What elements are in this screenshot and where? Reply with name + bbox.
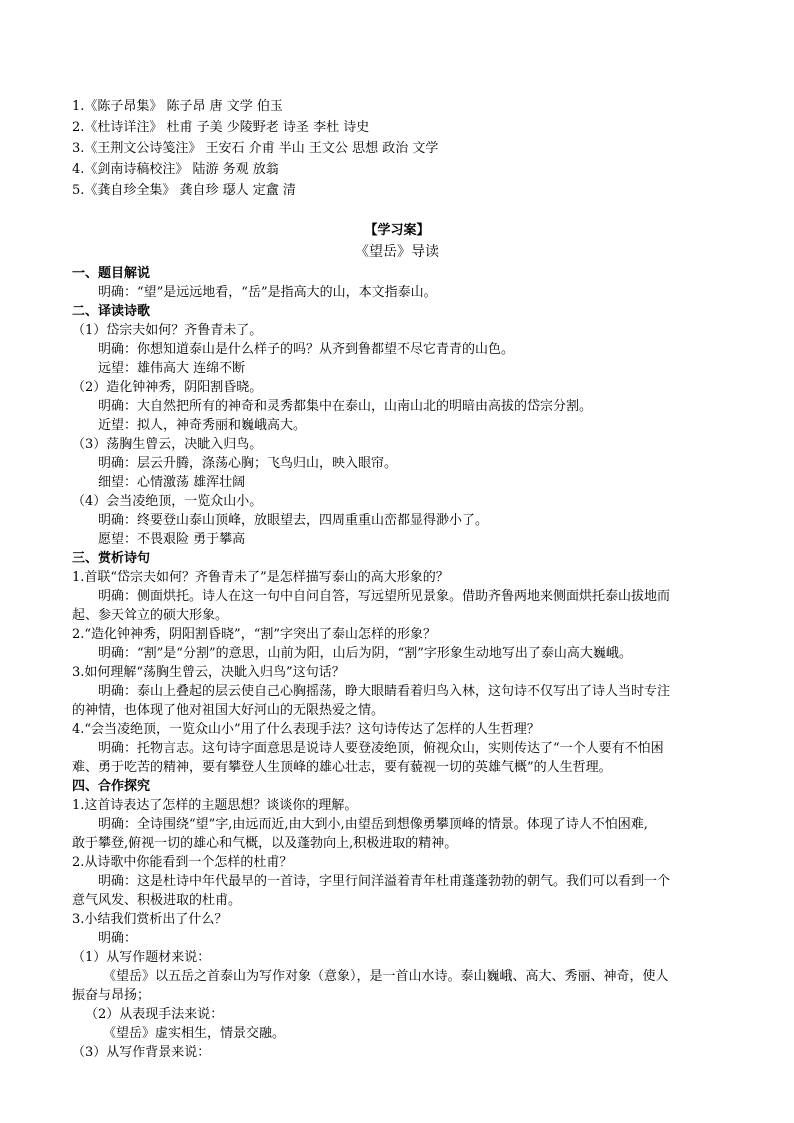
sub-heading: （2）从表现手法来说： [85, 1007, 224, 1022]
answer-text: 明确：大自然把所有的神奇和灵秀都集中在泰山，山南山北的明暗由高拔的岱宗分割。 [98, 399, 593, 414]
poem-line: （1）岱宗夫如何？齐鲁青未了。 [72, 323, 263, 338]
answer-text: 起、参天耸立的硕大形象。 [72, 608, 229, 623]
question-text: 3.小结我们赏析出了什么？ [72, 912, 228, 927]
reference-item: 2.《杜诗详注》 杜甫 子美 少陵野老 诗圣 李杜 诗史 [72, 120, 370, 135]
answer-text: 明确：你想知道泰山是什么样子的吗？从齐到鲁都望不尽它青青的山色。 [98, 342, 515, 357]
view-note: 近望：拟人，神奇秀丽和巍峨高大。 [98, 418, 307, 433]
view-note: 愿望：不畏艰险 勇于攀高 [98, 532, 246, 547]
answer-text: 明确：层云升腾，涤荡心胸；飞鸟归山，映入眼帘。 [98, 456, 398, 471]
answer-text: 明确：托物言志。这句诗字面意思是说诗人要登凌绝顶，俯视众山，实则传达了“一个人要有不怕困 [98, 741, 664, 756]
sub-heading: （1）从写作题材来说： [72, 950, 211, 965]
reference-item: 3.《王荆文公诗笺注》 王安石 介甫 半山 王文公 思想 政治 文学 [72, 141, 439, 156]
poem-line: （2）造化钟神秀，阴阳割昏晓。 [72, 380, 263, 395]
section-heading: 二、译读诗歌 [72, 304, 151, 319]
answer-text: 意气风发、积极进取的杜甫。 [72, 893, 242, 908]
answer-text: 明确：这是杜诗中年代最早的一首诗，字里行间洋溢着青年杜甫蓬蓬勃勃的朝气。我们可以看到一个 [98, 874, 671, 889]
poem-line: （4）会当凌绝顶，一览众山小。 [72, 494, 263, 509]
page-title: 《望岳》导读 [355, 244, 439, 260]
view-note: 远望：雄伟高大 连绵不断 [98, 361, 246, 376]
answer-text: 难、勇于吃苦的精神，要有攀登人生顶峰的雄心壮志，要有藐视一切的英雄气概”的人生哲理。 [72, 760, 612, 775]
question-text: 3.如何理解“荡胸生曾云，决眦入归鸟”这句话？ [72, 665, 345, 680]
poem-line: （3）荡胸生曾云，决眦入归鸟。 [72, 437, 263, 452]
section-heading: 四、合作探究 [72, 779, 151, 794]
answer-text: 《望岳》虚实相生，情景交融。 [103, 1026, 286, 1041]
question-text: 2.从诗歌中你能看到一个怎样的杜甫？ [72, 855, 293, 870]
reference-item: 4.《剑南诗稿校注》 陆游 务观 放翁 [72, 162, 279, 177]
answer-text: 的神情，也体现了他对祖国大好河山的无限热爱之情。 [72, 703, 385, 718]
section-heading: 一、题目解说 [72, 266, 151, 281]
section-header: 【学习案】 [364, 223, 430, 238]
question-text: 1.首联“岱宗夫如何？齐鲁青未了”是怎样描写泰山的高大形象的？ [72, 570, 449, 585]
reference-item: 1.《陈子昂集》 陈子昂 唐 文学 伯玉 [72, 99, 283, 114]
answer-text: 明确：“割”是“分割”的意思，山前为阳，山后为阴，“割”字形象生动地写出了泰山高大巍峨。 [98, 646, 632, 661]
answer-text: 振奋与昂扬； [72, 988, 151, 1003]
section-heading: 三、赏析诗句 [72, 551, 151, 566]
question-text: 2.“造化钟神秀，阴阳割昏晓”，“割”字突出了泰山怎样的形象？ [72, 627, 436, 642]
answer-text: 敢于攀登,俯视一切的雄心和气概，以及蓬勃向上,积极进取的精神。 [72, 836, 458, 851]
sub-heading: （3）从写作背景来说： [72, 1045, 211, 1060]
reference-item: 5.《龚自珍全集》 龚自珍 璱人 定盦 清 [72, 183, 296, 198]
answer-text: 明确：全诗围绕“望”字,由远而近,由大到小,由望岳到想像勇攀顶峰的情景。体现了诗人不怕困难, [98, 817, 648, 832]
answer-text: 明确：泰山上叠起的层云使自己心胸摇荡，睁大眼睛看着归鸟入林，这句诗不仅写出了诗人当时专注 [98, 684, 671, 699]
answer-text: 明确：侧面烘托。诗人在这一句中自问自答，写远望所见景象。借助齐鲁两地来侧面烘托泰山拔地而 [98, 589, 671, 604]
answer-text: 《望岳》以五岳之首泰山为写作对象（意象），是一首山水诗。泰山巍峨、高大、秀丽、神奇，使人 [103, 969, 669, 984]
answer-text: 明确：“望”是远远地看，“岳”是指高大的山，本文指泰山。 [98, 285, 437, 300]
answer-text: 明确：终要登山泰山顶峰，放眼望去，四周重重山峦都显得渺小了。 [98, 513, 489, 528]
view-note: 细望：心情激荡 雄浑壮阔 [98, 475, 246, 490]
question-text: 1.这首诗表达了怎样的主题思想？谈谈你的理解。 [72, 798, 358, 813]
answer-text: 明确： [98, 931, 138, 946]
question-text: 4.“会当凌绝顶，一览众山小”用了什么表现手法？这句诗传达了怎样的人生哲理？ [72, 722, 540, 737]
